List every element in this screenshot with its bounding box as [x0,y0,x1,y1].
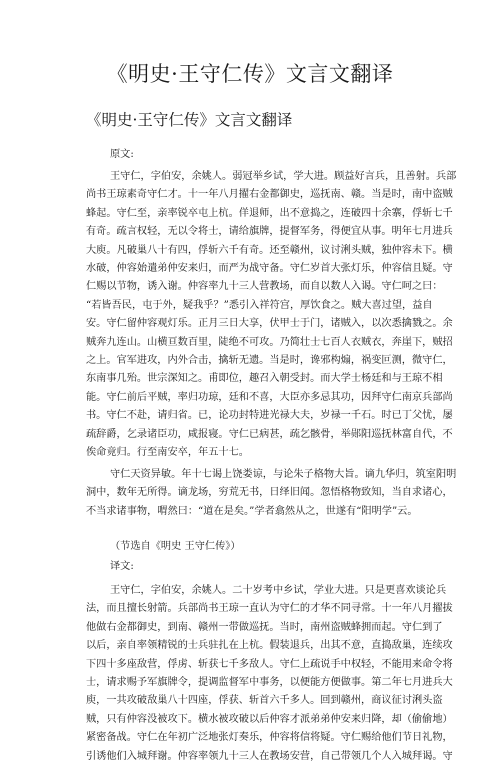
text-line: 紧密备战。守仁在年初广泛地张灯奏乐，仲容将信将疑。守仁赐给他们节日礼物， [86,732,453,744]
original-paragraph-2 [86,466,457,521]
text-line: 不当求诸事物，喟然曰：“道在是矣。”学者翕然从之，世遂有“阳明学”云。 [86,505,418,517]
text-line: 之上。官军进攻，内外合击，擒斩无遗。当是时，谗邪构煽，祸变叵测，微守仁， [86,355,453,367]
text-line: 洞中，数年无所得。谪龙场，穷荒无书，日绎旧闻。忽悟格物致知，当自求诸心， [86,487,453,499]
text-line: 引诱他们入城拜谢。仲容率领九十三人在教场安营，自己带领几个人入城拜谒。守 [86,750,453,762]
text-line: 下四十多座敌营，俘虏、斩获七千多敌人。守仁上疏说手中权轻，不能用来命令将 [86,658,453,670]
text-line: 尚书王琼素奇守仁才。十一年八月擢右金都御史，巡抚南、赣。当是时，南中盗贼 [86,189,453,201]
text-line: 王守仁，字伯安，余姚人。二十岁考中乡试，学业大进。只是更喜欢谈论兵 [110,585,447,596]
original-text-label: 原文: [110,149,134,160]
text-line: 他做右金都御史，到南、赣州一带做巡抚。当时，南州盗贼蜂拥而起。守仁到了 [86,621,443,633]
translation-label: 译文: [110,561,134,572]
text-line: 法，而且擅长射箭。兵部尚书王琼一直认为守仁的才华不同寻常。十一年八月擢拔 [86,603,453,615]
source-note: （节选自《明史 王守仁传》） [110,541,241,552]
text-line: 守仁天资异敏。年十七谒上饶娄谅，与论朱子格物大旨。谪九华归，筑室阳明 [110,469,457,480]
text-line: 水破，仲容始遣弟仲安来归，而严为战守备。守仁岁首大张灯乐，仲容信且疑。守 [86,263,453,275]
text-line: 以后，亲自率领精锐的士兵驻扎在上杭。假装退兵，出其不意，直捣敌巢，连续攻 [86,640,453,652]
text-line: 能。守仁前后平贼，率归功琼，廷和不喜，大臣亦多忌其功，因拜守仁南京兵部尚 [86,391,453,403]
translation-paragraph-1 [86,582,453,766]
text-line: 士，请求赐予军旗牌令，提调监督军中事务，以便能方便做事。第二年七月进兵大 [86,677,453,689]
text-line: 东南事几殆。世宗深知之。甫即位，趣召入朝受封。而大学士杨廷和与王琼不相 [86,373,443,385]
text-line: 仁赐以节物，诱入谢。仲容率九十三人营教场，而自以数人入谒。守仁呵之曰： [86,281,443,293]
document-subtitle: 《明史·王守仁传》文言文翻译 [86,111,293,129]
text-line: 王守仁，字伯安，余姚人。弱冠举乡试，学大进。顾益好言兵，且善射。兵部 [110,171,457,182]
original-paragraph-1 [86,168,457,463]
text-line: 贼，只有仲容没被攻下。横水被攻破以后仲容才派弟弟仲安来归降，却（偷偷地） [86,713,453,725]
text-line: 庾，一共攻破敌巢八十四座，俘获、斩首六千多人。回到赣州，商议征讨浰头盗 [86,695,443,707]
text-line: 蜂起。守仁至，亲率锐卒屯上杭。佯退师，出不意捣之，连破四十余寨，俘斩七千 [86,207,453,219]
text-line: 有奇。疏言权轻，无以令将士，请给旗牌，提督军务，得便宜从事。明年七月进兵 [86,226,453,238]
text-line: 安。守仁留仲容观灯乐。正月三日大享，伏甲士于门，诸贼入，以次悉擒戮之。余 [86,318,453,330]
text-line: 疏辞爵，乞录诸臣功，咸报寝。守仁已病甚，疏乞骸骨，举郧阳巡抚林富自代，不 [86,428,453,440]
text-line: 大庾。凡破巢八十有四，俘斩六千有奇。还至赣州，议讨浰头贼，独仲容未下。横 [86,244,453,256]
text-line: 书。守仁不赴，请归省。已，论功封特进光禄大夫，岁禄一千石。时已丁父忧，屡 [86,410,453,422]
text-line: 贼奔九连山。山横亘数百里，陡绝不可攻。乃简壮士七百人衣贼衣，奔崖下，贼招 [86,336,453,348]
text-line: “若皆吾民，屯于外，疑我乎？”悉引入祥符宫，厚饮食之。贼大喜过望，益自 [86,299,433,311]
document-title: 《明史·王守仁传》文言文翻译 [106,62,394,86]
text-line: 俟命竟归。行至南安卒，年五十七。 [86,447,249,459]
